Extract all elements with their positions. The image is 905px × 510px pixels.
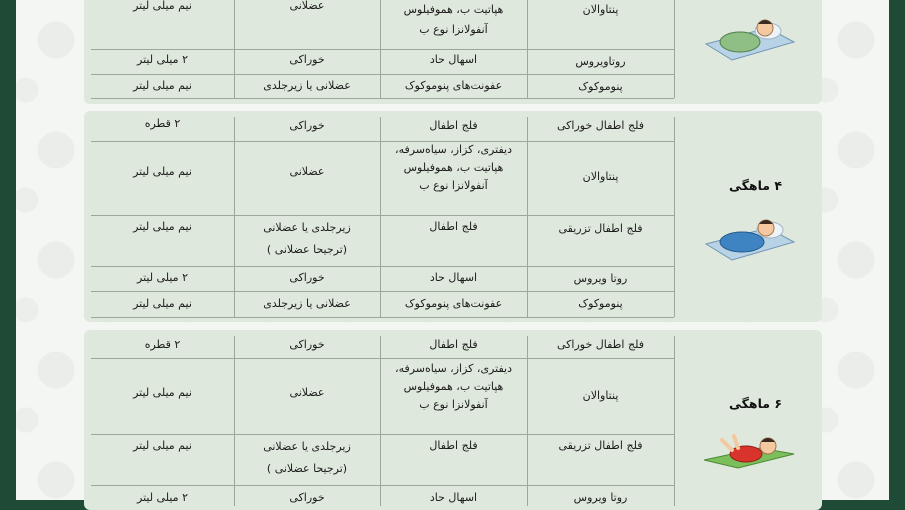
- disease: اسهال حاد: [429, 53, 478, 66]
- dose: نیم میلی لیتر: [133, 0, 192, 12]
- disease: اسهال حاد: [429, 271, 478, 284]
- vaccine-name: پنتاوالان: [582, 170, 619, 183]
- sleeping-baby-illustration: [698, 206, 798, 266]
- route: عضلانی: [289, 165, 325, 178]
- vaccine-table: [91, 330, 674, 510]
- vaccine-name: پنوموکوک: [578, 80, 623, 93]
- route: خوراکی: [289, 271, 325, 284]
- vaccine-name: روتاویروس: [575, 55, 626, 68]
- vaccine-name: فلج اطفال خوراکی: [557, 119, 644, 132]
- vaccine-name: پنتاوالان: [582, 389, 619, 402]
- route: عضلانی: [289, 0, 325, 12]
- route: خوراکی: [289, 119, 325, 132]
- dose: نیم میلی لیتر: [133, 386, 192, 399]
- route: زیرجلدی یا عضلانی (ترجیحا عضلانی ): [263, 221, 351, 256]
- dose: ۲ میلی لیتر: [137, 53, 188, 66]
- dose: ۲ میلی لیتر: [137, 271, 188, 284]
- dose: نیم میلی لیتر: [133, 297, 192, 310]
- dose: نیم میلی لیتر: [133, 79, 192, 92]
- vaccine-table: [91, 0, 674, 104]
- vaccine-name: پنوموکوک: [578, 297, 623, 310]
- schedule-card-2-months: [84, 0, 822, 104]
- route: عضلانی یا زیرجلدی: [263, 79, 351, 92]
- disease: عفونت‌های پنوموکوک: [404, 79, 503, 92]
- vaccine-name: روتا ویروس: [573, 272, 628, 285]
- route: عضلانی: [289, 386, 325, 399]
- vaccine-table: [91, 111, 674, 322]
- dose: ۲ قطره: [144, 117, 181, 130]
- dose: نیم میلی لیتر: [133, 165, 192, 178]
- route: عضلانی یا زیرجلدی: [263, 297, 351, 310]
- disease: دیفتری، کزاز، سیاه‌سرفه، هپاتیت ب، هموفیلوس آنفولانزا نوع ب: [395, 143, 512, 192]
- disease: دیفتری، کزاز، سیاه‌سرفه، هپاتیت ب، هموفیلوس آنفولانزا نوع ب: [395, 362, 512, 411]
- disease: اسهال حاد: [429, 491, 478, 504]
- route: خوراکی: [289, 491, 325, 504]
- dose: نیم میلی لیتر: [133, 439, 192, 452]
- dose: ۲ قطره: [144, 338, 181, 351]
- disease: فلج اطفال: [429, 439, 478, 452]
- route: خوراکی: [289, 338, 325, 351]
- vaccine-name: روتا ویروس: [573, 491, 628, 504]
- schedule-card-4-months: [84, 111, 822, 322]
- age-label: ۴ ماهگی: [728, 178, 782, 193]
- vaccine-name: فلج اطفال تزریقی: [558, 222, 643, 235]
- disease: عفونت‌های پنوموکوک: [404, 297, 503, 310]
- dose: نیم میلی لیتر: [133, 220, 192, 233]
- disease: هپاتیت ب، هموفیلوس آنفولانزا نوع ب: [403, 3, 504, 36]
- disease: فلج اطفال: [429, 220, 478, 233]
- sleeping-baby-illustration: [698, 6, 798, 66]
- schedule-card-6-months: [84, 330, 822, 510]
- vaccine-name: فلج اطفال خوراکی: [557, 338, 644, 351]
- playing-baby-illustration: [698, 422, 798, 472]
- vaccine-name: فلج اطفال تزریقی: [558, 439, 643, 452]
- route: خوراکی: [289, 53, 325, 66]
- age-label: ۶ ماهگی: [728, 396, 782, 411]
- vaccine-name: پنتاوالان: [582, 3, 619, 16]
- disease: فلج اطفال: [429, 119, 478, 132]
- route: زیرجلدی یا عضلانی (ترجیحا عضلانی ): [263, 440, 351, 475]
- dose: ۲ میلی لیتر: [137, 491, 188, 504]
- disease: فلج اطفال: [429, 338, 478, 351]
